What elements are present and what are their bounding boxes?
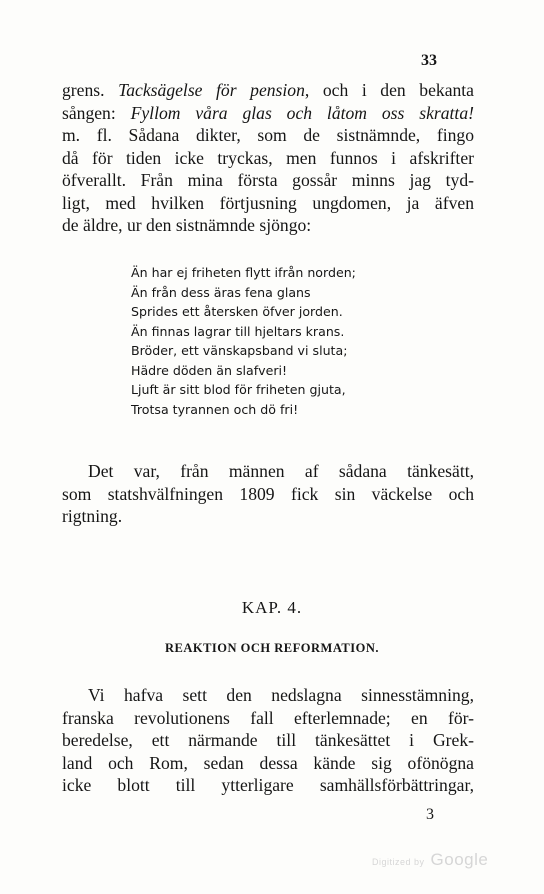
text-line: öfverallt. Från mina första gossår minns jag tyd- (62, 170, 474, 190)
text-line: m. fl. Sådana dikter, som de sistnämnde, fingo (62, 125, 474, 145)
poem-line: Ljuft är sitt blod för friheten gjuta, (131, 382, 346, 397)
watermark-prefix: Digitized by (372, 857, 425, 867)
text-line: de äldre, ur den sistnämnde sjöngo: (62, 215, 312, 235)
paragraph (62, 460, 474, 528)
poem-line: Trotsa tyrannen och dö fri! (131, 401, 299, 417)
paragraph (62, 79, 474, 237)
text-line: Det var, från männen af sådana tänkesätt, (88, 461, 474, 481)
poem-line: Än från dess äras fena glans (131, 284, 311, 300)
poem-line: Än har ej friheten flytt ifrån norden; (131, 265, 356, 280)
paragraph (62, 684, 474, 797)
poem-line: Än finnas lagrar till hjeltars krans. (131, 323, 345, 339)
poem-line: Hädre döden än slafveri! (131, 362, 288, 378)
text-line: beredelse, ett närmande till tänkesättet i Grek- (62, 730, 474, 750)
text-line: icke blott till ytterligare samhällsförbättringar, (62, 775, 474, 795)
chapter-title: REAKTION OCH REFORMATION. (164, 641, 379, 655)
text-line: land och Rom, sedan dessa kände sig ofönögna (62, 752, 474, 773)
text-line: rigtning. (62, 506, 123, 526)
poem-stanza (131, 263, 431, 419)
text-line: grens. Tacksägelse för pension, och i den bekanta (62, 80, 474, 100)
text-line: ligt, med hvilken förtjusning ungdomen, ja äfven (62, 192, 474, 213)
poem-line: Sprides ett återsken öfver jorden. (131, 304, 343, 319)
watermark-text: Google (430, 850, 489, 869)
text-line: sången: Fyllom våra glas och låtom oss skratta! (62, 102, 474, 123)
text-line: franska revolutionens fall efterlemnade; en för- (62, 707, 474, 728)
text-line: som statshvälfningen 1809 fick sin väckelse och (62, 483, 474, 504)
text-line: Vi hafva sett den nedslagna sinnesstämning, (88, 685, 474, 705)
poem-line: Bröder, ett vänskapsband vi sluta; (131, 343, 348, 358)
text-line: då för tiden icke tryckas, men funnos i afskrifter (62, 147, 474, 168)
google-watermark (372, 850, 488, 870)
page-number: 33 (421, 52, 437, 69)
signature-mark: 3 (426, 806, 434, 823)
chapter-label: KAP. 4. (241, 598, 303, 617)
